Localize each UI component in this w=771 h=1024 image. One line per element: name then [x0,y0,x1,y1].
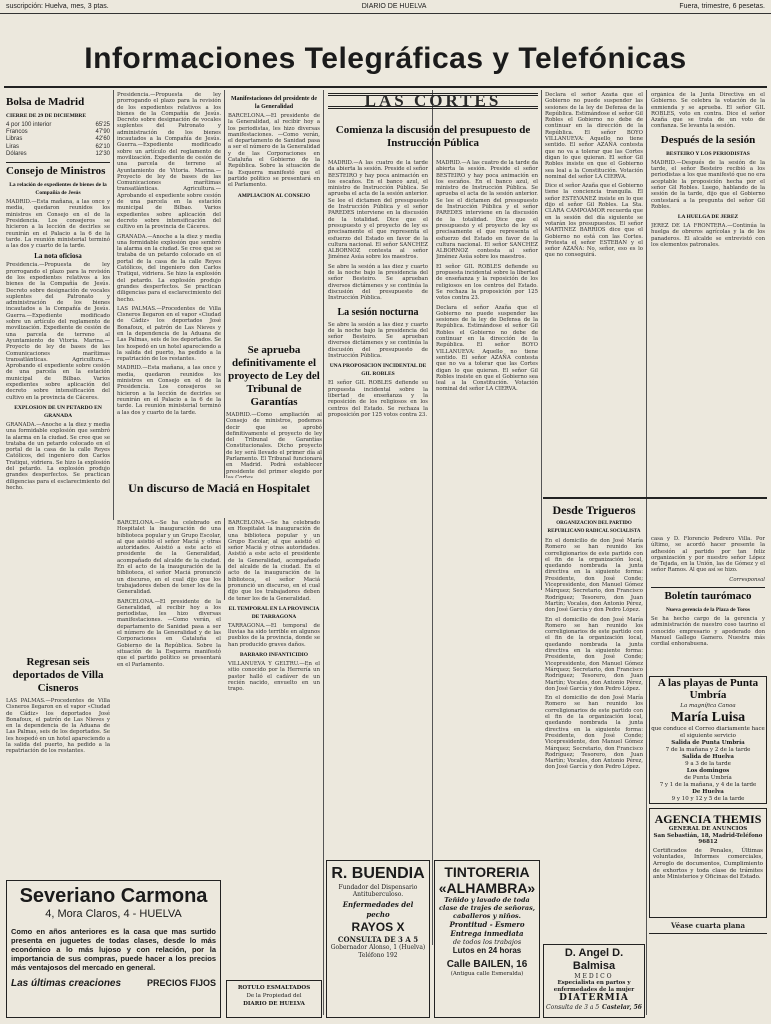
rotulo-ad [226,980,322,1018]
tintoreria-ad [434,860,540,1018]
macia-body: BARCELONA.—Se ha celebrado en Hospitalet la inauguración de una biblioteca popular y un Grupo Escolar, al que asistió el señor Maciá y otras autoridades. Asistió a este acto el presidente de la Generalidad, acompañado del alcalde de la ciudad. En el acto de la inauguración de la biblioteca, el señor Maciá pronunció un discurso, en el cual dijo que los trabajadores deben de tener los de la Generalidad. [117,520,221,596]
right-a-body: Declara el señor Azaña que el Gobierno no puede suspender las sesiones de la ley de Defensa de la República. Estimándose el señor Gil Robles el Gobierno no debe de continuar en la dirección de la República. El señor BOYO VILLANUEVA: Aquello no tiene sentido. El señor AZAÑA contesta que no va a tolerar que las Cortes digan lo que quieran. El señor Gil Robles insiste en que el Gobierno sea leal a la Constitución. Votación nominal del señor LA CIERVA. [545,92,643,180]
vease-cuarta: Véase cuarta plana [649,921,767,934]
paper-name: DIARIO DE HUELVA [361,3,427,10]
tintoreria-l1: Prontitud - Esmero [449,920,525,929]
trigueros-title: Desde Trigueros [552,503,636,517]
nocturna-body: Se abre la sesión a las diez y cuarto de la noche bajo la presidencia del señor Besteiro. Se aprueban diversos dictámenes y se continúa la discusión del presupuesto de Instrucción Pública. [328,321,428,360]
column-6 [545,92,643,492]
macia-title: Un discurso de Maciá en Hospitalet [128,481,310,495]
bolsa-title: Bolsa de Madrid [6,96,85,108]
rotulo-sub: De la Propiedad del [246,993,302,999]
playas-ad: A las playas de Punta Umbría La magnífica Canoa María Luisa que conduce el Correo diariamente hace el siguiente servicio Salida de Punta Umbría 7 de la mañana y 2 de la tarde Salida de Huelva 9 a 3 de la tarde Los domingos de Punta Umbría 7 y 1 de la mañana, y 4 de la tarde De Huelva 9 y 10 y 12 y 5 de la tarde [649,676,767,804]
cortes-title-wrap [328,122,538,158]
nota-title: La nota oficiosa [34,252,82,261]
col-separator [224,90,225,600]
column-3-lower [228,520,320,870]
severiano-ad [6,880,221,1018]
rate-row: Dólares 12'30 [6,150,110,157]
macia-body-cont: BARCELONA.—El presidente de la Generalidad, al recibir hoy a los periodistas, les hizo diversas manifestaciones. —Como verán, el departamento de Sanidad pasa a ser el número de la Generalidad y de las Corporaciones en Cataluña el Gobierno de la República. Sobre la situación de la Esquerra manifestó que el partido político se presentará en el Parlamento. [117,598,221,668]
tintoreria-addr: Calle BAILEN, 16 [446,959,528,970]
cortes-body: MADRID.—A las cuatro de la tarde da abierta la sesión. Preside el señor BESTEIRO y hay poca animación en los escaños. En el banco azul, el ministro de Instrucción Pública. Se aprueba el acta de la sesión anterior. Se lee el dictamen del presupuesto de Instrucción Pública y el señor PAREDES interviene en la discusión de la totalidad. Dice que el presupuesto y el proyecto de ley es precisamente el que representa el esfuerzo del Estado en favor de la cultura nacional. El señor SANCHEZ ALBORNOZ contesta al señor Jiménez Asúa sobre los maestros. [328,160,428,261]
trigueros-body: En el domicilio de don José María Romero se han reunido los correligionarios de este partido con el fin de la organización local, quedando nombrada la junta directiva en la siguiente forma: Presidente, don José Conde; Vicepresidente, don Manuel Gómez Márquez; Secretario, don Francisco Rodríguez; Tesorero, don Juan Martín; Vocales, don Antonio Pérez, don José García y don Pedro López. [545,538,643,614]
severiano-tag-2: PRECIOS FIJOS [146,978,216,988]
col-separator [432,90,433,945]
themis-ad [649,808,767,918]
consejo-body: MADRID.—Esta mañana, a las once y media, quedaron reunidos los ministros en Consejo en el de la Presidencia. Los consejeros se hicieron a la lección de decirles se reunirán en el Palacio a la 6 de la tarde. La reunión ministerial terminó a las dos y cuarto de la tarde. [6,199,110,250]
trigueros-sub: ORGANIZACION DEL PARTIDO REPUBLICANO RADICAL SOCIALISTA [547,521,641,534]
tintoreria-body: Teñido y lavado de toda clase de trajes de señoras, caballeros y niños. [438,896,536,920]
tintoreria-l3: de todos los trabajos [452,938,522,946]
severiano-tags [11,978,216,989]
col-separator [541,90,542,590]
consejo-continued-4: MADRID.—Esta mañana, a las once y media, quedaron reunidos los ministros en Consejo en el de la Presidencia. Los consejeros se hicieron a la lección de decirles se reunirán en el Palacio a la 6 de la tarde. La reunión ministerial terminó a las dos y cuarto de la tarde. [117,365,221,416]
macia-body-2: BARCELONA.—Se ha celebrado en Hospitalet la inauguración de una biblioteca popular y un Grupo Escolar, al que asistió el señor Maciá y otras autoridades. Asistió a este acto el presidente de la Generalidad, acompañado del alcalde de la ciudad. En el acto de la inauguración de la biblioteca, el señor Maciá pronunció un discurso, en el cual dijo que los trabajadores deben de tener los de la Generalidad. [228,520,320,602]
severiano-address: 4, Mora Claros, 4 - HUELVA [45,908,182,920]
buendia-l3: RAYOS X [351,920,405,934]
playas-boat: María Luisa [670,710,746,725]
bolsa-rates [6,122,110,158]
balmisa-addr: Castelar, 56 [601,1004,642,1011]
despues-title: Después de la sesión [660,133,756,146]
tintoreria-l4: Lutos en 24 horas [452,946,522,955]
column-4 [328,160,428,700]
macia-body-col [117,520,221,870]
balmisa-footer [546,1004,642,1012]
consejo-sub: La relación de expedientes de bienes de la Compañía de Jesús [9,182,107,197]
ampliacion-title: AMPLIACION AL CONSEJO [237,192,311,199]
themis-address: San Sebastián, 18, Madrid-Teléfono 96812 [653,832,763,846]
col-separator [323,90,324,1015]
buendia-l6: Teléfono 192 [358,952,398,959]
consejo-continued-2: GRANADA.—Anoche a la diez y media una formidable explosión que sembró la alarma en la ciudad. Se cree que se trataba de un petardo colocado en el portal de la casa de la calle Reyes Católicos, del ingeniero don Carlos Tratiqui, vidriera. Se hizo la explosión del petardo. La explosión produjo grandes desperfectos. Se practican diligencias para el esclarecimiento del hecho. [117,233,221,303]
tintoreria-l2: Entrega inmediata [450,929,524,938]
boletin-body: Se ha hecho cargo de la gerencia y administración de nuestro coso taurino el conocido empresario y apoderado don Manuel Gallego Gamero. Nuestra más cordial enhorabuena. [651,616,765,648]
balmisa-name: D. Angel D. Balmisa [564,947,624,972]
garantias-body: MADRID.—Como ampliación al Consejo de ministros, podemos decir que se aprobó definitivamente el proyecto de ley del Tribunal de Garantías Constitucionales. Dicho proyecto de ley será llevado el primer día al Parlamento. El Tribunal funcionará en Madrid. Podrá establecer presidente del primer elegido por [226,412,322,475]
themis-title: AGENCIA THEMIS [654,812,762,826]
right-a-body-2: Dice el señor Azaña que el Gobierno tiene la conciencia tranquila. El señor ESTEVANEZ insiste en lo que dijo el señor Gil Robles. La Sta. CLARA CAMPOAMOR recuerda que en la sesión del día siguiente se votarán los presupuestos. El señor MARTINEZ BARRIOS dice que el Gobierno no está con las Cortes. Protesta el señor ESTEBAN y el señor AZAÑA: No, señor, eso es lo que no conseguirá. [545,183,643,259]
column-7 [651,92,765,532]
nocturna-title: La sesión nocturna [337,306,419,318]
macia-head-wrap [117,478,321,518]
bolsa-subtitle: CIERRE DE 29 DE DICIEMBRE [6,113,87,119]
rotulo-label: ROTULO ESMALTADOS [237,985,311,991]
cortes-body-2: Se abre la sesión a las diez y cuarto de la noche bajo la presidencia del señor Besteiro. Se aprueban diversos dictámenes y se continúa la discusión del presupuesto de Instrucción Pública. [328,263,428,302]
cortes-banner: LAS CORTES [328,93,538,109]
right-c-body: casa y D. Florencio Pedrero Villa. Por último, se acordó hacer presente la adhesión al partido por tan feliz organización y por nuestro señor López de Tejada, en la Unión, las de Gómez y el señor Ramos. Al que así se hizo. [651,536,765,574]
consejo-continued-3: LAS PALMAS.—Procedentes de Villa Cisneros llegaron en el vapor «Ciudad de Cádiz» los deportados José Bonafoux, el patrón de Las Nieves y en la dependencia de la Aduana de Las Palmas, seis de los deportados. Se les hospedó en un hotel apareciendo a la salida del puerto, ha pedido a la repatriación de los restantes. [117,305,221,363]
balmisa-role: MEDICO [574,973,614,980]
column-5 [436,160,538,860]
barbaro-title: BARBARO INFANTICIDIO [239,652,309,659]
proposicion-body: El señor GIL ROBLES defiende su propuesta incidental sobre la libertad de enseñanza y la reposición de los religiosos en los centros del Estado. Se rechaza la proposición por 125 votos contra 23. [328,380,428,418]
top-line [0,0,771,14]
besteiro-body: MADRID.—Después de la sesión de la tarde, el señor Besteiro recibió a los periodistas a los que manifestó que no era aceptable la proposición hecha por el señor Gil Robles. Luego, hablando de la sesión de la tarde, dijo que el Gobierno contestará a la pregunta del señor Gil Robles. [651,159,765,210]
buendia-l1: Fundador del Dispensario Antituberculoso. [338,884,418,898]
subscription-text: suscripción: Huelva, mes, 3 ptas. [6,3,109,10]
rate-row: Francos 47'90 [6,129,110,136]
generalidad-title: Manifestaciones del presidente de la Generalidad [230,96,318,110]
temporal-body: TARRAGONA.—El temporal de lluvias ha sido terrible en algunos pueblos de la provincia, donde se han producido graves daños. [228,622,320,648]
boletin-title: Boletín taurómaco [651,587,765,603]
temporal-title: EL TEMPORAL EN LA PROVINCIA DE TARRAGONA [228,605,320,620]
masthead-rule [4,86,767,88]
rate-row: Libras 42'60 [6,136,110,143]
severiano-body: Como en años anteriores es la casa que mas surtido presenta en juguetes de todas clases, desde lo más económico a lo más lujoso y con relación, por la importancia de sus compras, puede hacer a los precios más ventajosos del mercado en general. [11,927,216,972]
regresan-body: LAS PALMAS.—Procedentes de Villa Cisneros llegaron en el vapor «Ciudad de Cádiz» los deportados José Bonafoux, el patrón de Las Nieves y en la dependencia de la Aduana de Las Palmas, seis de los deportados. Se les hospedó en un hotel apareciendo a la salida del puerto, ha pedido a la repatriación de los restantes. [6,698,110,755]
regresan-title: Regresan seis deportados de Villa Cisneros [12,656,104,694]
buendia-ad [326,860,430,1018]
buendia-name: R. BUENDIA [331,865,425,882]
column-1-lower [6,652,110,872]
besteiro-sub: BESTEIRO Y LOS PERIODISTAS [666,150,750,157]
cortes-body-cont-2: El señor GIL ROBLES defiende su propuesta incidental sobre la libertad de enseñanza y la reposición de los religiosos en los centros del Estado. Se rechaza la proposición por 125 votos contra 23. [436,263,538,302]
trigueros-rule [543,497,767,499]
cortes-body-cont-3: Declara el señor Azaña que el Gobierno no puede suspender las sesiones de la ley de Defensa de la República. Estimándose el señor Gil Robles el Gobierno no debe de continuar en la dirección de la República. El señor BOYO VILLANUEVA: Aquello no tiene sentido. El señor AZAÑA contesta que no va a tolerar que las Cortes digan lo que quieran. El señor Gil Robles insiste en que el Gobierno sea leal a la Constitución. Votación nominal del señor LA CIERVA. [436,304,538,393]
proposicion-title: UNA PROPOSICION INCIDENTAL DE GIL ROBLES [329,363,427,378]
consejo-continued: Presidencia.—Propuesta de ley prorrogando el plazo para la revisión de los expedientes relativos a los bienes de la Compañía de Jesús. Decreto sobre designación de vocales suplentes del Patronato y administración de los bienes incautados a la Compañía de Jesús. Guerra.—Expediente modificado sobre un artículo del reglamento de movilización. Expediente de cesión de una parcela de terreno al Ayuntamiento de Vitoria. Marina.—Proyecto de ley de bases de las Comunicaciones marítimas transatlánticas. Agricultura.—Aprobando el expediente sobre cesión de una parcela en la estación municipal de Bilbao. Varios expedientes sobre aplicación del decreto sobre intensificación del cultivo en la provincia de Cáceres. [117,92,221,231]
jerez-body: JEREZ DE LA FRONTERA.—Continúa la huelga de obreros agrícolas y la de los panaderos. El alcalde se entrevistó con los elementos patronales. [651,223,765,249]
nota-body: Presidencia.—Propuesta de ley prorrogando el plazo para la revisión de los expedientes relativos a los bienes de la Compañía de Jesús. Decreto sobre designación de vocales suplentes del Patronato y administración de los bienes incautados a la Compañía de Jesús. Guerra.—Expediente modificado sobre un artículo del reglamento de movilización. Expediente de cesión de una parcela de terreno al Ayuntamiento de Vitoria. Marina.—Proyecto de ley de bases de las Comunicaciones marítimas transatlánticas. Agricultura.—Aprobando el expediente sobre cesión de una parcela en la estación municipal de Bilbao. Varios expedientes sobre aplicación del decreto sobre intensificación del cultivo en la provincia de Cáceres. [6,262,110,401]
rotulo-name: DIARIO DE HUELVA [243,1001,305,1007]
themis-body: Certificados de Penales, Últimas voluntades, Informes comerciales, Arreglo de documentos, Cumplimiento de exhortos y toda clase de trámites ante Ministerios y Oficinas del Estado. [653,847,763,881]
column-7-mid [651,536,765,666]
balmisa-ad [543,944,645,1018]
balmisa-consult: Consulta de 3 a 5 [546,1004,600,1011]
right-b-body: orgánica de la Junta Directiva en el Gobierno. Se celebra la votación de la enmienda y se aprueba. El señor GIL ROBLES, voto en contra. Dice el señor Azaña que se trata de un voto de confianza. Se levanta la sesión. [651,92,765,130]
cortes-banner-wrap [328,93,538,123]
corresponsal-label: Corresponsal [729,576,765,583]
masthead: Informaciones Telegráficas y Telefónicas [84,42,687,75]
buendia-l2: Enfermedades del pecho [342,900,414,919]
barbaro-body: VILLANUEVA Y GELTRU.—En el sitio conocido por la Herrería un pastor halló el cadáver de un recién nacido, envuelto en un trapo. [228,661,320,693]
generalidad-body: BARCELONA.—El presidente de la Generalidad, al recibir hoy a los periodistas, les hizo diversas manifestaciones. —Como verán, el departamento de Sanidad pasa a ser el número de la Generalidad y de las Corporaciones en Cataluña el Gobierno de la República. Sobre la situación de la Esquerra manifestó que el partido político se presentará en el Parlamento. [228,113,320,189]
cortes-title: Comienza la discusión del presupuesto de Instrucción Pública [335,124,531,149]
trigueros-body-3: En el domicilio de don José María Romero se han reunido los correligionarios de este partido con el fin de la organización local, quedando nombrada la junta directiva en la siguiente forma: Presidente, don José Conde; Vicepresidente, don Manuel Gómez Márquez; Secretario, don Francisco Rodríguez; Tesorero, don Juan Martín; Vocales, don Antonio Pérez, don José García y don Pedro López. [545,695,643,771]
garantias-title: Se aprueba definitivamente el proyecto de Ley del Tribunal de Garantías [228,344,320,408]
column-1 [6,92,110,520]
jerez-sub: LA HUELGA DE JEREZ [677,214,739,221]
rate-row: Liras 62'10 [6,143,110,150]
severiano-name: Severiano Carmona [19,885,208,907]
explosion-title: EXPLOSION DE UN PETARDO EN GRANADA [14,404,102,419]
rate-row: 4 por 100 interior 65'25 [6,122,110,128]
col-separator [646,90,647,1015]
boletin-sub: Nueva gerencia de la Plaza de Toros [665,607,751,614]
consejo-title: Consejo de Ministros [6,162,110,178]
col-separator [113,90,114,520]
tintoreria-addr2: (Antigua calle Esmeralda) [450,971,524,977]
playas-title: A las playas de Punta Umbría [657,677,759,701]
trigueros-col [545,500,643,860]
severiano-tag-1: Las últimas creaciones [11,978,122,989]
cortes-body-cont: MADRID.—A las cuatro de la tarde da abierta la sesión. Preside el señor BESTEIRO y hay poca animación en los escaños. En el banco azul, el ministro de Instrucción Pública. Se aprueba el acta de la sesión anterior. Se lee el dictamen del presupuesto de Instrucción Pública y el señor PAREDES interviene en la discusión de la totalidad. Dice que el presupuesto y el proyecto de ley es precisamente el que representa el esfuerzo del Estado en favor de la cultura nacional. El señor SANCHEZ ALBORNOZ contesta al señor Jiménez Asúa sobre los maestros. [436,160,538,261]
buendia-l5: Gobernador Alonso, 1 (Huelva) [330,944,426,951]
subscription-outside-text: Fuera, trimestre, 6 pesetas. [679,3,765,10]
tintoreria-name: «ALHAMBRA» [438,880,536,896]
explosion-body: GRANADA.—Anoche a la diez y media una formidable explosión que sembró la alarma en la ciudad. Se cree que se trataba de un petardo colocado en el portal de la casa de la calle Reyes Católicos, del ingeniero don Carlos Tratiqui, vidriera. Se hizo la explosión del petardo. La explosión produjo grandes desperfectos. Se practican diligencias para el esclarecimiento del hecho. [6,421,110,491]
balmisa-dt: DIATERMIA [559,993,629,1003]
trigueros-body-2: En el domicilio de don José María Romero se han reunido los correligionarios de este partido con el fin de la organización local, quedando nombrada la junta directiva en la siguiente forma: Presidente, don José Conde; Vicepresidente, don Manuel Gómez Márquez; Secretario, don Francisco Rodríguez; Tesorero, don Juan Martín; Vocales, don Antonio Pérez, don José García y don Pedro López. [545,616,643,692]
buendia-l4: CONSULTA DE 3 A 5 [337,935,419,944]
themis-sub: GENERAL DE ANUNCIOS [668,826,748,832]
balmisa-spec: Especialista en partos y enfermedades de la mujer [553,980,635,993]
tintoreria-title: TINTORERIA [444,864,530,880]
